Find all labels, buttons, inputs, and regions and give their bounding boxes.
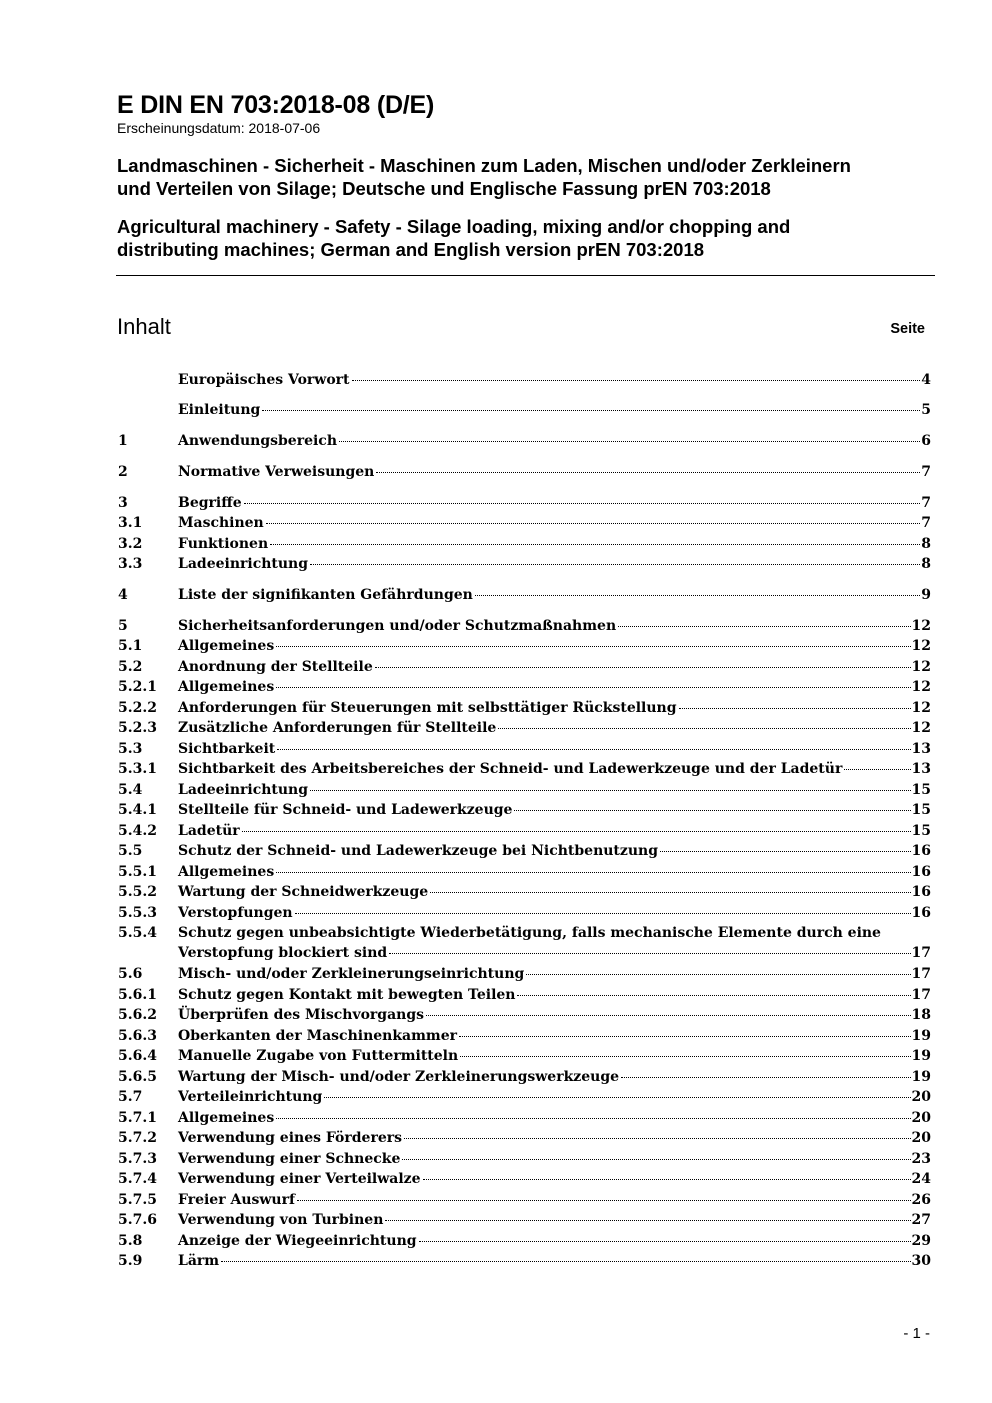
toc-entry-page: 18	[911, 1007, 931, 1023]
title-german	[117, 154, 935, 200]
toc-entry-page: 27	[911, 1212, 931, 1228]
toc-page-column-label: Seite	[890, 321, 925, 337]
toc-entry-label: Sicherheitsanforderungen und/oder Schutzmaßnahmen	[178, 618, 617, 634]
toc-entry[interactable]	[118, 431, 931, 451]
toc-entry-page: 9	[921, 587, 931, 603]
toc-dot-leader	[295, 913, 911, 914]
toc-entry-number: 5.6.4	[118, 1048, 157, 1064]
toc-entry-page: 15	[911, 782, 931, 798]
toc-entry-label: Begriffe	[178, 495, 242, 511]
toc-entry-label: Ladeeinrichtung	[178, 556, 309, 572]
toc-entry-label: Allgemeines	[178, 864, 275, 880]
header-divider	[116, 275, 935, 276]
toc-entry-number: 5.2.1	[118, 679, 157, 695]
title-german-line-2: und Verteilen von Silage; Deutsche und Englische Fassung prEN 703:2018	[117, 178, 771, 199]
toc-entry-page: 8	[921, 556, 931, 572]
toc-entry[interactable]	[118, 1210, 931, 1230]
toc-entry-number: 5.3.1	[118, 761, 157, 777]
title-english	[117, 215, 935, 261]
toc-dot-leader	[459, 1036, 911, 1037]
toc-entry-number: 3.2	[118, 536, 143, 552]
toc-entry-number: 5.7.2	[118, 1130, 157, 1146]
toc-entry[interactable]	[118, 1087, 931, 1107]
toc-entry-label: Allgemeines	[178, 679, 275, 695]
toc-entry-page: 7	[921, 495, 931, 511]
toc-entry-page: 17	[911, 987, 931, 1003]
toc-entry-page: 13	[911, 761, 931, 777]
toc-entry[interactable]	[118, 1251, 931, 1271]
toc-entry-label: Lärm	[178, 1253, 220, 1269]
toc-entry[interactable]	[118, 657, 931, 677]
toc-entry-page: 12	[911, 638, 931, 654]
toc-entry[interactable]	[118, 616, 931, 636]
toc-dot-leader	[385, 1220, 910, 1221]
toc-entry-label: Anordnung der Stellteile	[178, 659, 373, 675]
toc-entry-page: 17	[911, 966, 931, 982]
toc-dot-leader	[679, 708, 911, 709]
toc-entry[interactable]	[118, 677, 931, 697]
toc-entry[interactable]	[118, 759, 931, 779]
toc-entry-number: 5.5.2	[118, 884, 157, 900]
toc-entry[interactable]	[118, 462, 931, 482]
toc-entry-page: 20	[911, 1089, 931, 1105]
toc-dot-leader	[514, 810, 910, 811]
toc-entry-page: 7	[921, 464, 931, 480]
document-header	[117, 90, 935, 261]
toc-entry-number: 5.6.1	[118, 987, 157, 1003]
toc-dot-leader	[376, 472, 920, 473]
toc-entry-label: Ladetür	[178, 823, 240, 839]
toc-entry[interactable]	[118, 1128, 931, 1148]
toc-entry[interactable]	[118, 370, 931, 390]
toc-entry-number: 2	[118, 464, 128, 480]
toc-entry-number: 3.3	[118, 556, 143, 572]
toc-entry-label: Wartung der Schneidwerkzeuge	[178, 884, 429, 900]
toc-entry-number: 5.7.4	[118, 1171, 157, 1187]
toc-dot-leader	[270, 544, 920, 545]
toc-dot-leader	[419, 1241, 911, 1242]
title-german-line-1: Landmaschinen - Sicherheit - Maschinen zum Laden, Mischen und/oder Zerkleinern	[117, 155, 851, 176]
toc-entry-label: Zusätzliche Anforderungen für Stellteile	[178, 720, 497, 736]
toc-entry-number: 3	[118, 495, 128, 511]
toc-entry-page: 12	[911, 618, 931, 634]
toc-entry-page: 12	[911, 700, 931, 716]
toc-entry-label: Anwendungsbereich	[178, 433, 337, 449]
toc-entry-label: Manuelle Zugabe von Futtermitteln	[178, 1048, 459, 1064]
toc-entry-page: 15	[911, 802, 931, 818]
toc-dot-leader	[375, 667, 911, 668]
toc-entry[interactable]	[118, 800, 931, 820]
toc-dot-leader	[460, 1056, 910, 1057]
toc-dot-leader	[475, 595, 920, 596]
toc-dot-leader	[324, 1097, 910, 1098]
toc-entry[interactable]	[118, 985, 931, 1005]
toc-dot-leader	[660, 851, 911, 852]
toc-entry-number: 5.6.5	[118, 1069, 157, 1085]
toc-entry[interactable]	[118, 493, 931, 513]
toc-entry-page: 7	[921, 515, 931, 531]
toc-entry-page: 30	[911, 1253, 931, 1269]
toc-entry-number: 5.1	[118, 638, 143, 654]
toc-dot-leader	[244, 503, 921, 504]
toc-entry[interactable]	[118, 1231, 931, 1251]
toc-entry[interactable]	[118, 1046, 931, 1066]
toc-entry-page: 29	[911, 1233, 931, 1249]
toc-heading: Inhalt	[117, 314, 171, 339]
toc-entry[interactable]	[118, 513, 931, 533]
toc-entry-number: 5.7.5	[118, 1192, 157, 1208]
toc-entry-number: 1	[118, 433, 128, 449]
toc-entry-label: Stellteile für Schneid- und Ladewerkzeuge	[178, 802, 513, 818]
toc-entry[interactable]	[118, 1169, 931, 1189]
toc-entry[interactable]	[118, 964, 931, 984]
toc-dot-leader	[277, 749, 910, 750]
title-english-line-1: Agricultural machinery - Safety - Silage loading, mixing and/or chopping and	[117, 216, 791, 237]
toc-entry-number: 5.5.4	[118, 925, 157, 941]
toc-entry[interactable]	[118, 1190, 931, 1210]
toc-entry[interactable]	[118, 554, 931, 574]
toc-entry-number: 5.5.3	[118, 905, 157, 921]
toc-entry[interactable]	[118, 698, 931, 718]
toc-dot-leader	[621, 1077, 910, 1078]
toc-dot-leader	[297, 1200, 911, 1201]
toc-entry-number: 5.6	[118, 966, 143, 982]
toc-dot-leader	[276, 646, 910, 647]
toc-entry-number: 5.3	[118, 741, 143, 757]
toc-entry-number: 5.5	[118, 843, 143, 859]
toc-entry-label: Verwendung einer Schnecke	[178, 1151, 401, 1167]
toc-entry-page: 8	[921, 536, 931, 552]
toc-entry-number: 5.7	[118, 1089, 143, 1105]
toc-entry-page: 12	[911, 659, 931, 675]
toc-entry-page: 16	[911, 905, 931, 921]
toc-entry-label: Überprüfen des Mischvorgangs	[178, 1007, 425, 1023]
toc-entry-number: 5.2	[118, 659, 143, 675]
toc-entry-label: Schutz gegen unbeabsichtigte Wiederbetätigung, falls mechanische Elemente durch eine	[178, 925, 881, 941]
toc-entry-page: 20	[911, 1130, 931, 1146]
toc-entry[interactable]	[118, 862, 931, 882]
toc-dot-leader	[402, 1159, 910, 1160]
toc-dot-leader	[844, 769, 910, 770]
toc-entry-label: Sichtbarkeit	[178, 741, 276, 757]
toc-entry-label: Oberkanten der Maschinenkammer	[178, 1028, 458, 1044]
toc-entry-label: Wartung der Misch- und/oder Zerkleinerungswerkzeuge	[178, 1069, 620, 1085]
toc-entry[interactable]	[118, 903, 931, 923]
toc-dot-leader	[310, 790, 910, 791]
toc-entry-number: 5.4.1	[118, 802, 157, 818]
toc-entry-page: 16	[911, 843, 931, 859]
toc-entry-label: Maschinen	[178, 515, 264, 531]
toc-entry-label: Normative Verweisungen	[178, 464, 375, 480]
toc-entry-number: 5.6.3	[118, 1028, 157, 1044]
toc-entry[interactable]	[118, 821, 931, 841]
toc-entry[interactable]	[118, 1067, 931, 1087]
toc-entry-label: Verteileinrichtung	[178, 1089, 323, 1105]
toc-entry-label: Schutz gegen Kontakt mit bewegten Teilen	[178, 987, 516, 1003]
toc-entry-label: Freier Auswurf	[178, 1192, 296, 1208]
toc-entry-number: 5.7.6	[118, 1212, 157, 1228]
toc-entry[interactable]	[118, 1026, 931, 1046]
toc-dot-leader	[352, 380, 921, 381]
toc-entry[interactable]	[118, 400, 931, 420]
toc-entry-label: Verwendung einer Verteilwalze	[178, 1171, 421, 1187]
toc-dot-leader	[430, 892, 910, 893]
toc-entry-label: Anforderungen für Steuerungen mit selbsttätiger Rückstellung	[178, 700, 677, 716]
toc-entry-page: 17	[911, 945, 931, 961]
toc-entry[interactable]	[118, 780, 931, 800]
toc-entry-label: Liste der signifikanten Gefährdungen	[178, 587, 473, 603]
toc-dot-leader	[310, 564, 920, 565]
toc-entry-number: 5.5.1	[118, 864, 157, 880]
toc-entry-label: Verstopfungen	[178, 905, 293, 921]
toc-entry-page: 24	[911, 1171, 931, 1187]
toc-entry-number: 4	[118, 587, 128, 603]
toc-entry[interactable]	[118, 585, 931, 605]
toc-entry-page: 19	[911, 1028, 931, 1044]
toc-dot-leader	[242, 831, 911, 832]
toc-entry-label: Europäisches Vorwort	[178, 372, 350, 388]
toc-entry-label: Allgemeines	[178, 1110, 275, 1126]
toc-entry-label: Anzeige der Wiegeeinrichtung	[178, 1233, 417, 1249]
page-number: - 1 -	[903, 1325, 930, 1342]
toc-entry[interactable]	[118, 718, 931, 738]
toc-entry-label: Einleitung	[178, 402, 261, 418]
toc-entry-page: 5	[921, 402, 931, 418]
toc-entry-number: 5.4	[118, 782, 143, 798]
toc-dot-leader	[339, 441, 920, 442]
toc-entry[interactable]	[118, 1108, 931, 1128]
toc-entry-label: Funktionen	[178, 536, 269, 552]
toc-entry-page: 6	[921, 433, 931, 449]
toc-entry-page: 19	[911, 1069, 931, 1085]
toc-entry-label: Schutz der Schneid- und Ladewerkzeuge bei Nichtbenutzung	[178, 843, 658, 859]
toc-entry-number: 5.9	[118, 1253, 143, 1269]
toc-entry[interactable]	[118, 1005, 931, 1025]
title-english-line-2: distributing machines; German and English version prEN 703:2018	[117, 239, 705, 260]
publication-date: Erscheinungsdatum: 2018-07-06	[117, 120, 321, 136]
toc-dot-leader	[389, 953, 910, 954]
toc-dot-leader	[423, 1179, 911, 1180]
toc-entry[interactable]	[118, 534, 931, 554]
toc-entry-number: 5.2.3	[118, 720, 157, 736]
toc-dot-leader	[526, 974, 910, 975]
toc-entry-number: 3.1	[118, 515, 143, 531]
toc-entry-page: 15	[911, 823, 931, 839]
toc-entry-page: 13	[911, 741, 931, 757]
toc-entry-label: Verwendung von Turbinen	[178, 1212, 384, 1228]
toc-entry-number: 5.7.3	[118, 1151, 157, 1167]
toc-entry-number: 5.4.2	[118, 823, 157, 839]
toc-entry-label: Allgemeines	[178, 638, 275, 654]
toc-dot-leader	[266, 523, 921, 524]
toc-entry-number: 5.6.2	[118, 1007, 157, 1023]
toc-entry-page: 12	[911, 679, 931, 695]
toc-dot-leader	[262, 410, 920, 411]
toc-entry[interactable]	[118, 923, 931, 963]
document-title: E DIN EN 703:2018-08 (D/E)	[117, 91, 435, 119]
toc-entry[interactable]	[118, 739, 931, 759]
toc-entry-label: Sichtbarkeit des Arbeitsbereiches der Schneid- und Ladewerkzeuge und der Ladetür	[178, 761, 843, 777]
toc-entry[interactable]	[118, 841, 931, 861]
toc-dot-leader	[404, 1138, 911, 1139]
toc-entry[interactable]	[118, 882, 931, 902]
toc-entry-number: 5	[118, 618, 128, 634]
toc-dot-leader	[498, 728, 910, 729]
toc-entry[interactable]	[118, 1149, 931, 1169]
toc-entry-label-continued: Verstopfung blockiert sind	[178, 945, 388, 961]
toc-dot-leader	[276, 1118, 910, 1119]
toc-entry-number: 5.2.2	[118, 700, 157, 716]
toc-entry-label: Verwendung eines Förderers	[178, 1130, 402, 1146]
toc-entry-page: 19	[911, 1048, 931, 1064]
toc-entry-label: Misch- und/oder Zerkleinerungseinrichtung	[178, 966, 525, 982]
toc-dot-leader	[517, 995, 910, 996]
toc-entry-page: 4	[921, 372, 931, 388]
toc-entry[interactable]	[118, 636, 931, 656]
toc-dot-leader	[276, 872, 910, 873]
toc-entry-label: Ladeeinrichtung	[178, 782, 309, 798]
toc-dot-leader	[426, 1015, 910, 1016]
toc-entry-page: 16	[911, 864, 931, 880]
toc-dot-leader	[221, 1261, 910, 1262]
toc-entry-page: 20	[911, 1110, 931, 1126]
toc-dot-leader	[618, 626, 910, 627]
toc-entry-page: 23	[911, 1151, 931, 1167]
toc-entry-page: 12	[911, 720, 931, 736]
toc-entry-page: 26	[911, 1192, 931, 1208]
toc-dot-leader	[276, 687, 910, 688]
toc-entry-number: 5.8	[118, 1233, 143, 1249]
toc-entry-page: 16	[911, 884, 931, 900]
toc-entry-number: 5.7.1	[118, 1110, 157, 1126]
